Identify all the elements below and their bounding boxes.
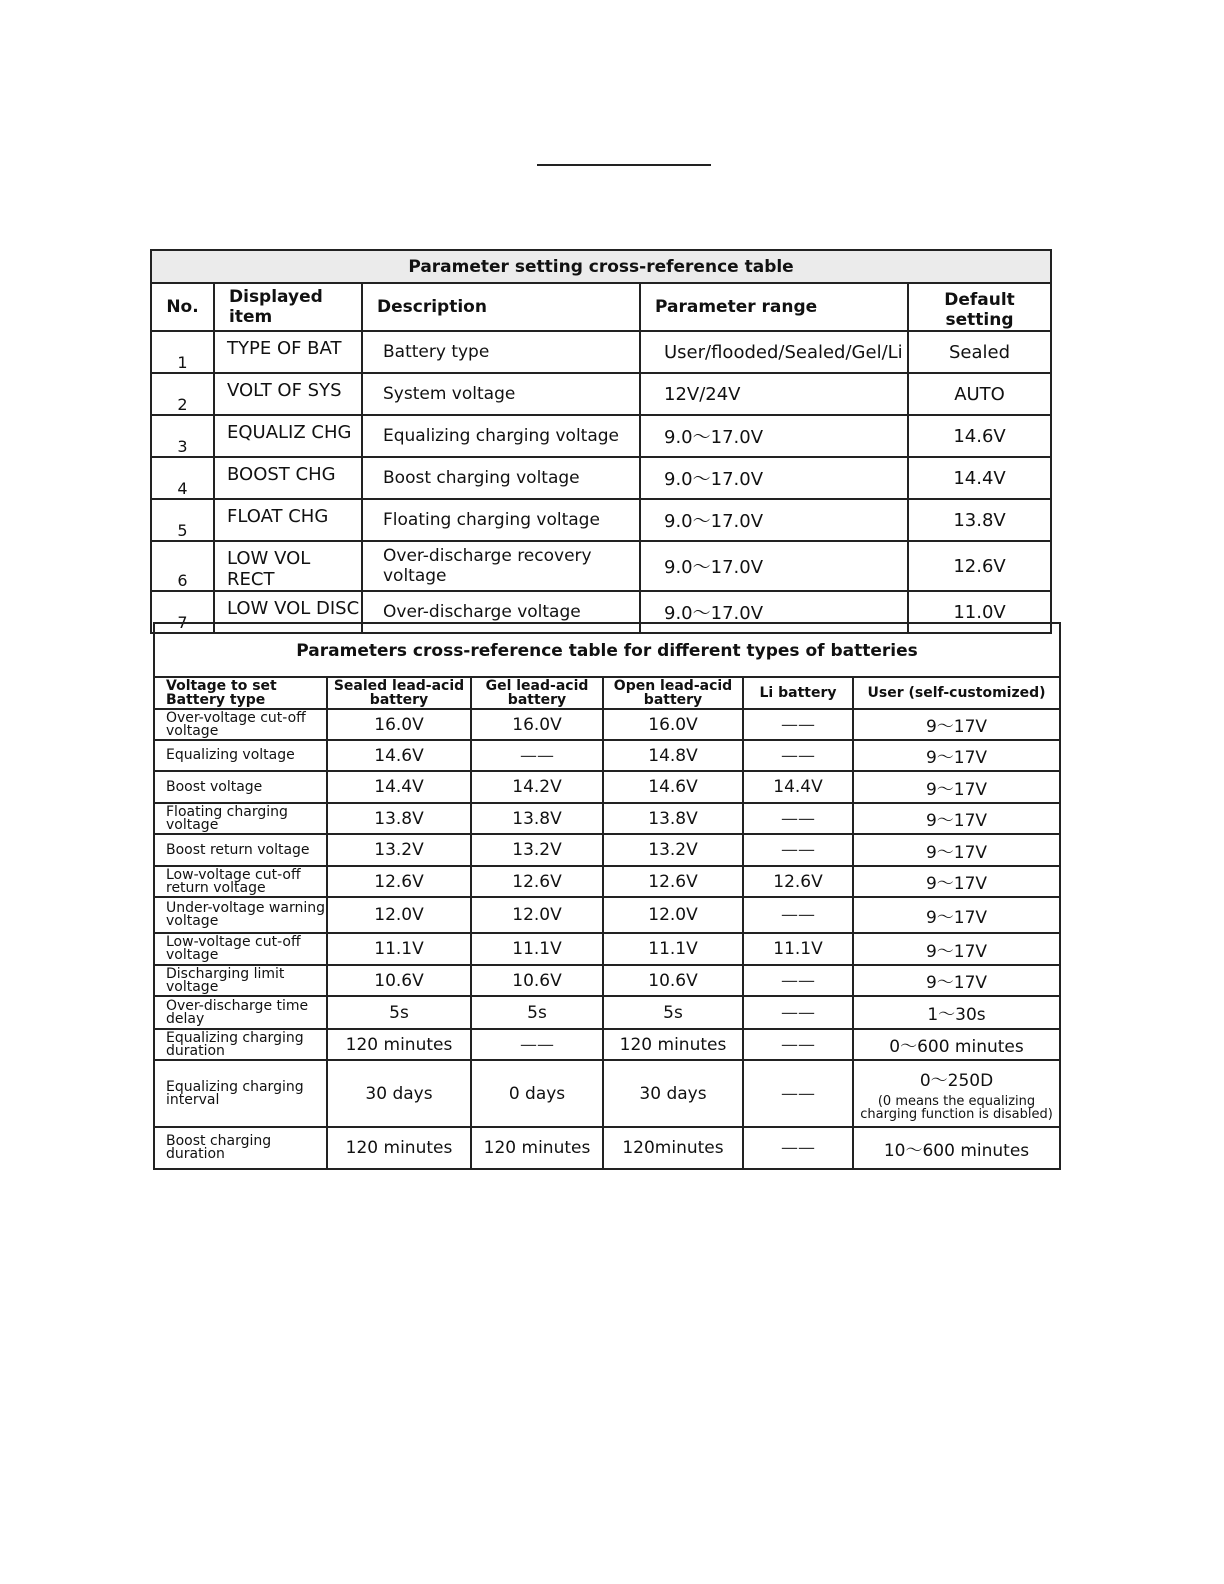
table1-header-item: Displayed item bbox=[214, 283, 362, 331]
table1-cell-item: LOW VOL RECT bbox=[214, 541, 362, 591]
table1-cell-no: 6 bbox=[151, 541, 214, 591]
table1-cell-default: 14.6V bbox=[908, 415, 1051, 457]
table2-row-label: Floating charging voltage bbox=[154, 803, 327, 834]
table2-cell: —— bbox=[743, 834, 853, 866]
battery-type-label: Battery type bbox=[166, 692, 266, 708]
table2-cell-note: (0 means the equalizing charging function is disabled) bbox=[860, 1094, 1053, 1122]
table2-cell: 30 days bbox=[327, 1060, 471, 1127]
table1-cell-item: EQUALIZ CHG bbox=[214, 415, 362, 457]
table2-row-label: Discharging limit voltage bbox=[154, 965, 327, 996]
table2-cell: —— bbox=[743, 803, 853, 834]
table1-cell-no: 1 bbox=[151, 331, 214, 373]
table2-row bbox=[154, 834, 1060, 866]
table1-row bbox=[151, 499, 1051, 541]
table2-cell: 120 minutes bbox=[327, 1127, 471, 1169]
table1-title: Parameter setting cross-reference table bbox=[151, 250, 1051, 283]
table1-cell-item: FLOAT CHG bbox=[214, 499, 362, 541]
table2-cell: —— bbox=[471, 1029, 603, 1060]
table2-cell: 30 days bbox=[603, 1060, 743, 1127]
table2-cell: 13.8V bbox=[327, 803, 471, 834]
table1-cell-default: AUTO bbox=[908, 373, 1051, 415]
table2-row bbox=[154, 933, 1060, 965]
table1-cell-default: 14.4V bbox=[908, 457, 1051, 499]
table1-header-range: Parameter range bbox=[640, 283, 908, 331]
table2-header-user: User (self-customized) bbox=[853, 677, 1060, 709]
table1-title-row bbox=[151, 250, 1051, 283]
table2-title: Parameters cross-reference table for different types of batteries bbox=[154, 623, 1060, 677]
table2-cell: 9～17V bbox=[853, 709, 1060, 740]
table2-cell: 9～17V bbox=[853, 866, 1060, 897]
table2-row bbox=[154, 709, 1060, 740]
table2-row-label: Low-voltage cut-off return voltage bbox=[154, 866, 327, 897]
table2-cell: 0 days bbox=[471, 1060, 603, 1127]
table1-cell-description: Over-discharge recovery voltage bbox=[362, 541, 640, 591]
table2-cell: 12.6V bbox=[743, 866, 853, 897]
table1-cell-no: 5 bbox=[151, 499, 214, 541]
table2-cell: 9～17V bbox=[853, 897, 1060, 933]
table2-cell: 9～17V bbox=[853, 803, 1060, 834]
voltage-to-set-label: Voltage to set bbox=[166, 678, 277, 694]
table2-cell: 16.0V bbox=[327, 709, 471, 740]
table2-cell: 5s bbox=[603, 996, 743, 1029]
table2-cell: 13.2V bbox=[603, 834, 743, 866]
table2-cell: 13.8V bbox=[603, 803, 743, 834]
table1-cell-range: 9.0～17.0V bbox=[640, 457, 908, 499]
table2-header-li: Li battery bbox=[743, 677, 853, 709]
table2-cell: 9～17V bbox=[853, 740, 1060, 771]
table2-cell bbox=[853, 1060, 1060, 1127]
table1-cell-item: TYPE OF BAT bbox=[214, 331, 362, 373]
table2-cell: 10.6V bbox=[603, 965, 743, 996]
table2-row-label: Boost voltage bbox=[154, 771, 327, 803]
table1-cell-no: 7 bbox=[151, 591, 214, 633]
table2-cell: 0～600 minutes bbox=[853, 1029, 1060, 1060]
table2-cell: 1～30s bbox=[853, 996, 1060, 1029]
table2-row bbox=[154, 897, 1060, 933]
table2-cell-value: 0～250D bbox=[919, 1071, 994, 1091]
table2-cell: 14.2V bbox=[471, 771, 603, 803]
table2-cell: 14.4V bbox=[743, 771, 853, 803]
table1-cell-range: 12V/24V bbox=[640, 373, 908, 415]
table1-header-default: Default setting bbox=[908, 283, 1051, 331]
table2-cell: 12.6V bbox=[327, 866, 471, 897]
table1-cell-description: Battery type bbox=[362, 331, 640, 373]
table2-cell: 13.2V bbox=[327, 834, 471, 866]
table1-cell-description: Equalizing charging voltage bbox=[362, 415, 640, 457]
table2-cell: 9～17V bbox=[853, 771, 1060, 803]
table1-cell-description: Boost charging voltage bbox=[362, 457, 640, 499]
table1-cell-no: 2 bbox=[151, 373, 214, 415]
table2-cell: —— bbox=[743, 897, 853, 933]
table2-cell: 10.6V bbox=[327, 965, 471, 996]
table2-header-open: Open lead-acid battery bbox=[603, 677, 743, 709]
table2-cell: 5s bbox=[471, 996, 603, 1029]
table2-row bbox=[154, 965, 1060, 996]
table2-cell: —— bbox=[743, 1029, 853, 1060]
table2-row bbox=[154, 866, 1060, 897]
table2-row-label: Boost return voltage bbox=[154, 834, 327, 866]
table1-cell-default: 11.0V bbox=[908, 591, 1051, 633]
table2-cell: 9～17V bbox=[853, 965, 1060, 996]
table2-cell: —— bbox=[743, 1127, 853, 1169]
top-rule bbox=[537, 164, 711, 166]
table2-cell: 11.1V bbox=[743, 933, 853, 965]
table2-cell: 12.0V bbox=[471, 897, 603, 933]
table2-cell: 11.1V bbox=[603, 933, 743, 965]
table2-cell: 10～600 minutes bbox=[853, 1127, 1060, 1169]
table1-cell-default: 13.8V bbox=[908, 499, 1051, 541]
table2-cell: 14.8V bbox=[603, 740, 743, 771]
table2-cell: 10.6V bbox=[471, 965, 603, 996]
table1-row bbox=[151, 373, 1051, 415]
table2-header-gel: Gel lead-acid battery bbox=[471, 677, 603, 709]
table2-cell: 120minutes bbox=[603, 1127, 743, 1169]
table1-cell-description: Floating charging voltage bbox=[362, 499, 640, 541]
table2-cell: 16.0V bbox=[471, 709, 603, 740]
table1-cell-range: 9.0～17.0V bbox=[640, 499, 908, 541]
table1-cell-item: BOOST CHG bbox=[214, 457, 362, 499]
battery-types-table bbox=[153, 622, 1061, 1170]
table2-cell: —— bbox=[743, 1060, 853, 1127]
table1-header-row bbox=[151, 283, 1051, 331]
table2-row-label: Equalizing charging interval bbox=[154, 1060, 327, 1127]
table1-cell-description: System voltage bbox=[362, 373, 640, 415]
table2-cell: 14.4V bbox=[327, 771, 471, 803]
table2-cell: 11.1V bbox=[471, 933, 603, 965]
table2-row bbox=[154, 740, 1060, 771]
table2-cell: —— bbox=[743, 709, 853, 740]
table2-cell: 16.0V bbox=[603, 709, 743, 740]
table1-cell-item: LOW VOL DISC bbox=[214, 591, 362, 633]
table2-row bbox=[154, 1127, 1060, 1169]
table2-cell: 14.6V bbox=[603, 771, 743, 803]
table2-row bbox=[154, 1029, 1060, 1060]
table2-cell: 13.2V bbox=[471, 834, 603, 866]
table1-cell-range: 9.0～17.0V bbox=[640, 415, 908, 457]
table1-cell-description: Over-discharge voltage bbox=[362, 591, 640, 633]
table1-header-no: No. bbox=[151, 283, 214, 331]
table1-cell-no: 3 bbox=[151, 415, 214, 457]
table2-cell: —— bbox=[471, 740, 603, 771]
table1-cell-range: 9.0～17.0V bbox=[640, 591, 908, 633]
table1-header-description: Description bbox=[362, 283, 640, 331]
table2-cell: —— bbox=[743, 740, 853, 771]
table1-cell-item: VOLT OF SYS bbox=[214, 373, 362, 415]
table1-cell-default: Sealed bbox=[908, 331, 1051, 373]
table2-cell: 14.6V bbox=[327, 740, 471, 771]
table2-header-row bbox=[154, 677, 1060, 709]
table1-cell-range: 9.0～17.0V bbox=[640, 541, 908, 591]
table2-row-label: Over-discharge time delay bbox=[154, 996, 327, 1029]
table2-row bbox=[154, 771, 1060, 803]
table2-row bbox=[154, 996, 1060, 1029]
table1-row bbox=[151, 415, 1051, 457]
parameter-setting-table bbox=[150, 249, 1052, 634]
table2-header-corner bbox=[154, 677, 327, 709]
table2-cell: 120 minutes bbox=[471, 1127, 603, 1169]
table2-cell: 11.1V bbox=[327, 933, 471, 965]
table2-row-label: Boost charging duration bbox=[154, 1127, 327, 1169]
table2-cell: 12.0V bbox=[327, 897, 471, 933]
table2-cell: 13.8V bbox=[471, 803, 603, 834]
table2-cell: 12.6V bbox=[603, 866, 743, 897]
table1-cell-no: 4 bbox=[151, 457, 214, 499]
table2-row-label: Under-voltage warning voltage bbox=[154, 897, 327, 933]
table2-row bbox=[154, 1060, 1060, 1127]
table2-cell: 12.0V bbox=[603, 897, 743, 933]
table1-row bbox=[151, 541, 1051, 591]
table2-row-label: Equalizing voltage bbox=[154, 740, 327, 771]
table2-cell: —— bbox=[743, 996, 853, 1029]
table2-cell: —— bbox=[743, 965, 853, 996]
table2-cell: 12.6V bbox=[471, 866, 603, 897]
table1-cell-range: User/flooded/Sealed/Gel/Li bbox=[640, 331, 908, 373]
table2-title-row bbox=[154, 623, 1060, 677]
table2-cell: 120 minutes bbox=[603, 1029, 743, 1060]
table2-row-label: Over-voltage cut-off voltage bbox=[154, 709, 327, 740]
table2-cell: 120 minutes bbox=[327, 1029, 471, 1060]
table2-cell: 9～17V bbox=[853, 933, 1060, 965]
table2-cell: 9～17V bbox=[853, 834, 1060, 866]
table2-cell: 5s bbox=[327, 996, 471, 1029]
table1-row bbox=[151, 331, 1051, 373]
table1-row bbox=[151, 457, 1051, 499]
table2-row-label: Equalizing charging duration bbox=[154, 1029, 327, 1060]
table2-row-label: Low-voltage cut-off voltage bbox=[154, 933, 327, 965]
table2-header-sealed: Sealed lead-acid battery bbox=[327, 677, 471, 709]
table2-row bbox=[154, 803, 1060, 834]
table1-cell-default: 12.6V bbox=[908, 541, 1051, 591]
